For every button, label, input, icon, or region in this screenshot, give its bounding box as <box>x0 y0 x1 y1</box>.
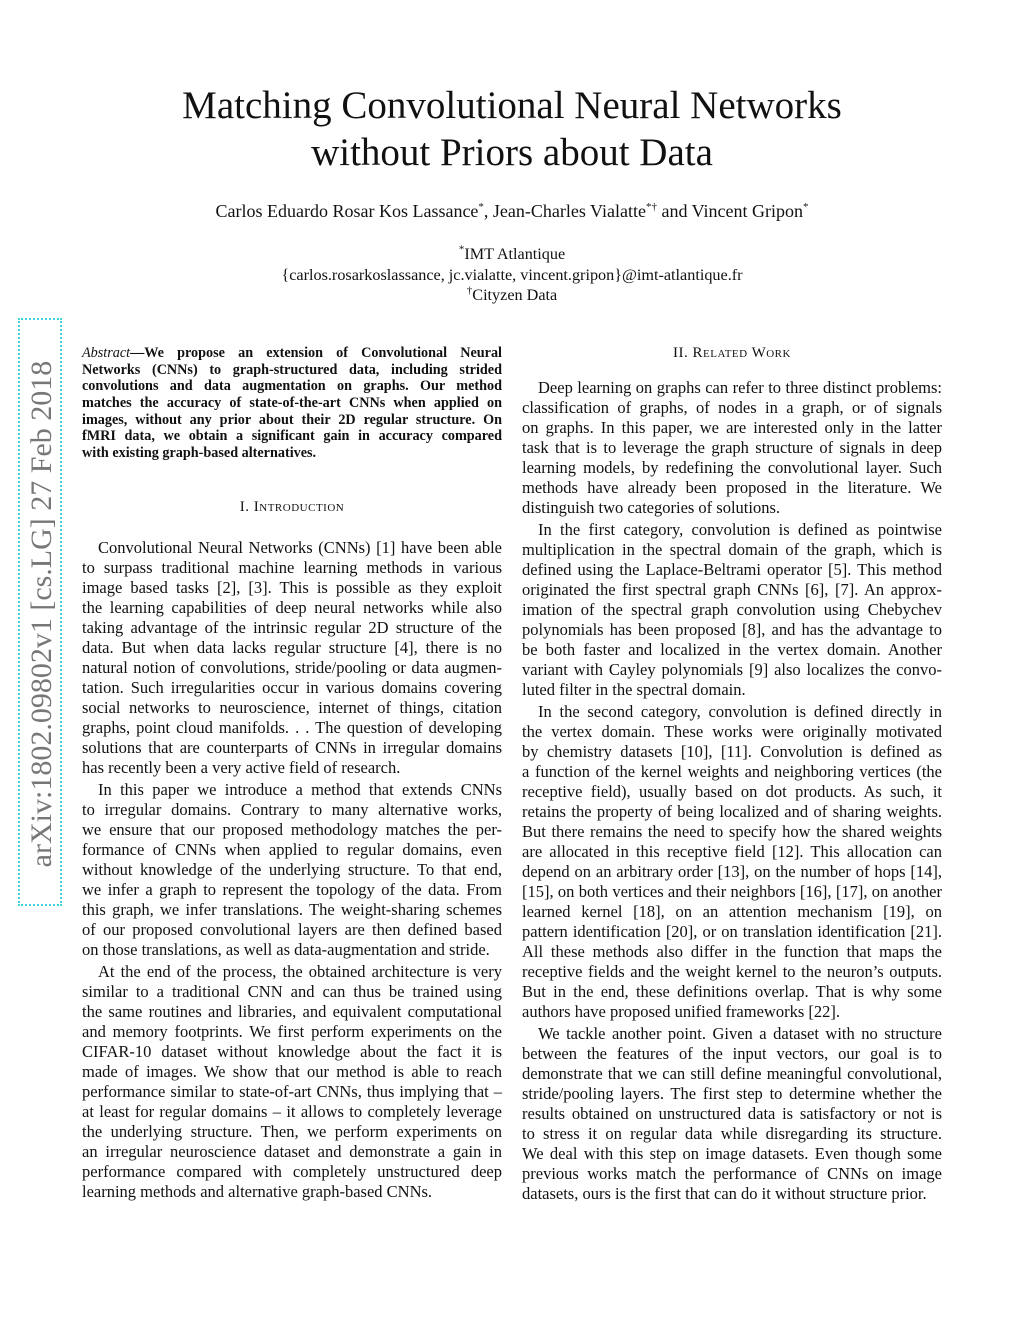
text-line: solutions that are counterparts of CNNs in irregular domains <box>82 738 502 757</box>
text-line: the underlying structure. Then, we perform experiments on <box>82 1122 502 1141</box>
abstract-text: —We propose an extension of Convolutional Neural <box>130 345 502 361</box>
text-line: depend on an arbitrary order [13], on the number of hops [14], <box>522 862 942 881</box>
text-line: receptive field), usually based on dot products. As such, it <box>522 782 942 801</box>
text-line: the learning capabilities of deep neural networks while also <box>82 598 502 617</box>
text-line: performance similar to state-of-art CNNs, thus implying that – <box>82 1082 502 1101</box>
text-line: But in the end, these definitions overlap. That is why some <box>522 982 942 1001</box>
text-line: we infer a graph to represent the topology of the data. From <box>82 880 502 899</box>
text-line: by chemistry datasets [10], [11]. Convolution is defined as <box>522 742 942 761</box>
abstract-line: with existing graph-based alternatives. <box>82 445 317 462</box>
text-line: on those translations, as well as data-augmentation and stride. <box>82 940 490 959</box>
author-name: and Vincent Gripon <box>656 201 804 221</box>
text-line: distinguish two categories of solutions. <box>522 498 781 517</box>
abstract <box>82 345 502 462</box>
text-line: But there remains the need to specify how the shared weights <box>522 822 942 841</box>
arxiv-stamp[interactable] <box>18 318 62 906</box>
text-line: polynomials has been proposed [8], and has the advantage to <box>522 620 942 639</box>
text-line: retains the property of being localized and of sharing weights. <box>522 802 942 821</box>
text-line: task that is to leverage the graph structure of signals in deep <box>522 438 942 457</box>
paragraph <box>82 962 502 1202</box>
section-heading: I. Introduction <box>239 499 345 515</box>
author-mark: * <box>803 201 809 213</box>
text-line: performance compared with completely unstructured deep <box>82 1162 502 1181</box>
text-line: In the second category, convolution is defined directly in <box>538 702 942 721</box>
text-line: stride/pooling layers. The first step to determine whether the <box>522 1084 942 1103</box>
text-line: be both faster and localized in the vertex domain. Another <box>522 640 942 659</box>
text-line: on graphs. In this paper, we are interested only in the latter <box>522 418 942 437</box>
text-line: are allocated in this receptive field [12]. This allocation can <box>522 842 942 861</box>
section-introduction <box>82 497 502 1204</box>
author-name: , Jean-Charles Vialatte <box>483 201 646 221</box>
text-line: defined using the Laplace-Beltrami operator [5]. This method <box>522 560 942 579</box>
text-line: authors have proposed unified frameworks [22]. <box>522 1002 840 1021</box>
text-line: datasets, ours is the first that can do it without structure prior. <box>522 1184 927 1203</box>
abstract-line: matches the accuracy of state-of-the-art CNNs when applied on <box>82 395 502 412</box>
text-line: imation of the spectral graph convolution using Chebychev <box>522 600 942 619</box>
text-line: Deep learning on graphs can refer to three distinct problems: <box>538 378 942 397</box>
paper-title <box>0 82 1024 176</box>
abstract-label: Abstract <box>82 345 131 361</box>
text-line: this graph, we infer translations. The weight-sharing schemes <box>82 900 502 919</box>
text-line: at least for regular domains – it allows to completely leverage <box>82 1102 502 1121</box>
text-line: natural notion of convolutions, stride/pooling or data augmen- <box>82 658 502 677</box>
affiliation: IMT Atlantique <box>464 245 566 263</box>
affiliation-mark: * <box>458 243 465 256</box>
text-line: Convolutional Neural Networks (CNNs) [1] have been able <box>98 538 502 557</box>
text-line: tation. Such irregularities occur in various domains covering <box>82 678 502 697</box>
text-line: of our proposed convolutional layers are then defined based <box>82 920 502 939</box>
text-line: classification of graphs, of nodes in a graph, or of signals <box>522 398 942 417</box>
text-line: the vertex domain. These works were originally motivated <box>522 722 942 741</box>
affiliation-mark: † <box>466 284 473 297</box>
paragraph <box>522 378 942 518</box>
affiliations <box>0 244 1024 306</box>
title-line: Matching Convolutional Neural Networks <box>182 84 842 127</box>
text-line: and memory footprints. We first perform experiments on the <box>82 1022 502 1041</box>
text-line: learning methods and alternative graph-based CNNs. <box>82 1182 433 1201</box>
text-line: At the end of the process, the obtained architecture is very <box>98 962 502 981</box>
author-name: Carlos Eduardo Rosar Kos Lassance <box>215 201 479 221</box>
text-line: We deal with this step on image datasets. Even though some <box>522 1144 942 1163</box>
text-line: In the first category, convolution is defined as pointwise <box>538 520 942 539</box>
abstract-line: Networks (CNNs) to graph-structured data, including strided <box>82 361 502 378</box>
text-line: In this paper we introduce a method that extends CNNs <box>98 780 502 799</box>
text-line: to surpass traditional machine learning methods in various <box>82 558 502 577</box>
abstract-line: fMRI data, we obtain a significant gain in accuracy compared <box>82 428 502 445</box>
abstract-line: convolutions and data augmentation on graphs. Our method <box>82 378 502 395</box>
text-line: a function of the kernel weights and neighboring vertices (the <box>522 762 942 781</box>
text-line: receptive fields and the weight kernel to the neuron’s outputs. <box>522 962 942 981</box>
affiliation: Cityzen Data <box>472 286 558 304</box>
title-line: without Priors about Data <box>311 131 713 174</box>
text-line: the same routines and libraries, and equivalent computational <box>82 1002 502 1021</box>
text-line: image based tasks [2], [3]. This is possible as they exploit <box>82 578 502 597</box>
text-line: learned kernel [18], on an attention mechanism [19], on <box>522 902 942 921</box>
author-mark: * <box>478 201 484 213</box>
text-line: taking advantage of the intrinsic regular 2D structure of the <box>82 618 502 637</box>
author-emails[interactable]: {carlos.rosarkoslassance, jc.vialatte, vincent.gripon}@imt-atlantique.fr <box>281 265 743 284</box>
text-line: between the features of the input vectors, our goal is to <box>522 1044 942 1063</box>
text-line: luted filter in the spectral domain. <box>522 680 746 699</box>
author-mark: *† <box>645 201 657 213</box>
text-line: made of images. We show that our method is able to reach <box>82 1062 502 1081</box>
section-heading: II. Related Work <box>673 345 791 361</box>
text-line: methods have already been proposed in the literature. We <box>522 478 942 497</box>
text-line: multiplication in the spectral domain of the graph, which is <box>522 540 942 559</box>
text-line: social networks to neuroscience, internet of things, citation <box>82 698 502 717</box>
text-line: pattern identification [20], or on translation identification [21]. <box>522 922 942 941</box>
paragraph <box>522 702 942 1022</box>
text-line: All these methods also differ in the function that maps the <box>522 942 942 961</box>
text-line: demonstrate that we can still define meaningful convolutional, <box>522 1064 942 1083</box>
text-line: we ensure that our proposed methodology matches the per- <box>82 820 502 839</box>
text-line: without knowledge of the underlying structure. To that end, <box>82 860 502 879</box>
paragraph <box>522 1024 942 1204</box>
paragraph <box>82 538 502 778</box>
author-list <box>0 201 1024 222</box>
text-line: an irregular neuroscience dataset and demonstrate a gain in <box>82 1142 502 1161</box>
paragraph <box>522 520 942 700</box>
text-line: formance of CNNs when applied to regular domains, even <box>82 840 502 859</box>
text-line: originated the first spectral graph CNNs [6], [7]. An approx- <box>522 580 942 599</box>
text-line: variant with Cayley polynomials [9] also localizes the convo- <box>522 660 942 679</box>
text-line: has recently been a very active field of research. <box>82 758 401 777</box>
text-line: [15], on both vertices and their neighbors [16], [17], on another <box>522 882 942 901</box>
text-line: similar to a traditional CNN and can thus be trained using <box>82 982 502 1001</box>
abstract-line <box>82 345 502 362</box>
text-line: results obtained on unstructured data is satisfactory or not is <box>522 1104 942 1123</box>
text-line: We tackle another point. Given a dataset with no structure <box>538 1024 942 1043</box>
text-line: CIFAR-10 dataset without knowledge about the fact it is <box>82 1042 502 1061</box>
section-related-work <box>522 343 942 1206</box>
text-line: learning models, by redefining the convolutional layer. Such <box>522 458 942 477</box>
paragraph <box>82 780 502 960</box>
arxiv-identifier: arXiv:1802.09802v1 [cs.LG] 27 Feb 2018 <box>25 360 58 868</box>
text-line: to stress it on regular data while disregarding its structure. <box>522 1124 942 1143</box>
text-line: graphs, point cloud manifolds. . . The question of developing <box>82 718 502 737</box>
text-line: data. But when data lacks regular structure [4], there is no <box>82 638 502 657</box>
text-line: previous works match the performance of CNNs on image <box>522 1164 942 1183</box>
text-line: to irregular domains. Contrary to many alternative works, <box>82 800 502 819</box>
abstract-line: images, without any prior about their 2D regular structure. On <box>82 411 502 428</box>
